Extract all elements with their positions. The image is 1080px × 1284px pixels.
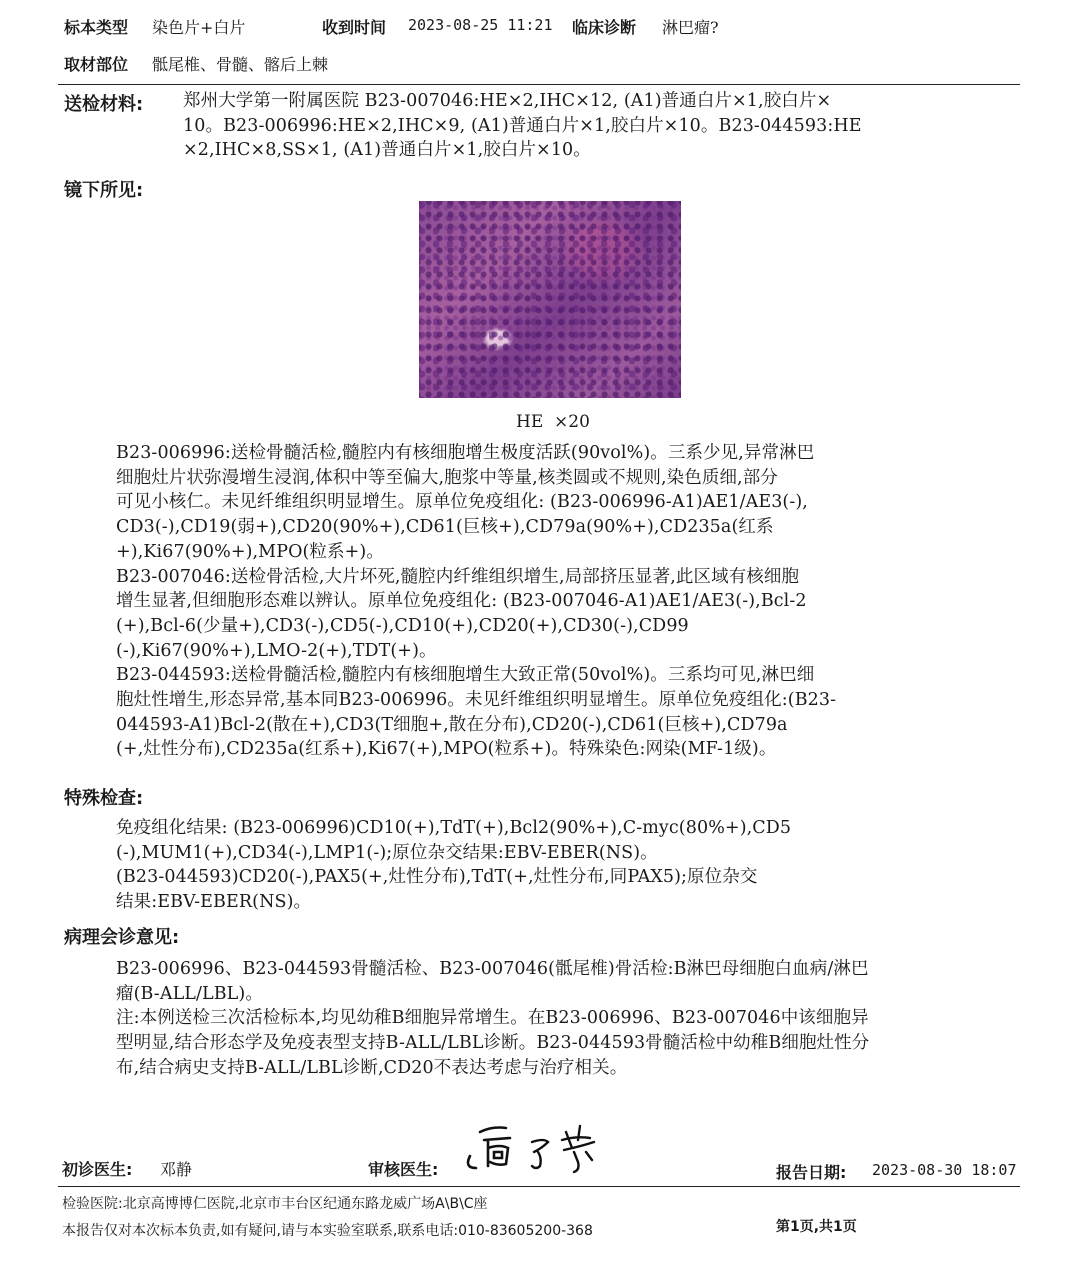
footer-hospital: 检验医院:北京高博博仁医院,北京市丰台区纪通东路龙威广场A\B\C座 xyxy=(62,1196,488,1212)
header-divider xyxy=(58,84,1020,85)
microscopy-line: 044593-A1)Bcl-2(散在+),CD3(T细胞+,散在分布),CD20(-),CD61(巨核+),CD79a xyxy=(116,714,788,735)
microscopy-line: (-),Ki67(90%+),LMO-2(+),TDT(+)。 xyxy=(116,640,437,661)
microscopy-line: CD3(-),CD19(弱+),CD20(90%+),CD61(巨核+),CD79a(90%+),CD235a(红系 xyxy=(116,517,774,538)
microscopy-text xyxy=(116,441,1026,762)
opinion-line: 注:本例送检三次活检标本,均见幼稚B细胞异常增生。在B23-006996、B23-007046中该细胞异 xyxy=(116,1008,869,1029)
special-exam-text xyxy=(116,816,1026,915)
material-line: ×2,IHC×8,SS×1, (A1)普通白片×1,胶白片×10。 xyxy=(183,140,591,161)
opinion-line: 型明显,结合形态学及免疫表型支持B-ALL/LBL诊断。B23-044593骨髓活检中幼稚B细胞灶性分 xyxy=(116,1033,870,1054)
microscopy-line: B23-006996:送检骨髓活检,髓腔内有核细胞增生极度活跃(90vol%)。三系少见,异常淋巴 xyxy=(116,443,815,463)
opinion-label: 病理会诊意见: xyxy=(64,927,180,948)
he-micrograph xyxy=(419,201,681,398)
material-line: 郑州大学第一附属医院 B23-007046:HE×2,IHC×12, (A1)普通白片×1,胶白片× xyxy=(183,91,832,111)
specimen-type-label: 标本类型 xyxy=(64,18,129,37)
reviewer-signature xyxy=(462,1118,612,1178)
report-date-label: 报告日期: xyxy=(776,1163,847,1182)
report-date-value: 2023-08-30 18:07 xyxy=(872,1161,1017,1179)
material-label: 送检材料: xyxy=(64,94,144,115)
microscopy-line: +),Ki67(90%+),MPO(粒系+)。 xyxy=(116,541,384,562)
initial-doctor-value: 邓静 xyxy=(160,1160,193,1179)
micrograph-caption: HE ×20 xyxy=(516,412,590,432)
opinion-line: B23-006996、B23-044593骨髓活检、B23-007046(骶尾椎)骨活检:B淋巴母细胞白血病/淋巴 xyxy=(116,959,869,979)
microscopy-line: (+,灶性分布),CD235a(红系+),Ki67(+),MPO(粒系+)。特殊染色:网染(MF-1级)。 xyxy=(116,739,777,760)
special-line: 结果:EBV-EBER(NS)。 xyxy=(116,892,312,913)
microscopy-line: 可见小核仁。未见纤维组织明显增生。原单位免疫组化: (B23-006996-A1)AE1/AE3(-), xyxy=(116,492,808,513)
microscopy-line: 增生显著,但细胞形态难以辨认。原单位免疫组化: (B23-007046-A1)AE1/AE3(-),Bcl-2 xyxy=(116,591,807,612)
clinical-diagnosis-label: 临床诊断 xyxy=(572,18,637,37)
microscopy-line: 胞灶性增生,形态异常,基本同B23-006996。未见纤维组织明显增生。原单位免疫组化:(B23- xyxy=(116,690,837,711)
opinion-text xyxy=(116,957,1026,1081)
received-time-value: 2023-08-25 11:21 xyxy=(408,16,553,34)
initial-doctor-label: 初诊医生: xyxy=(62,1160,133,1179)
microscopy-line: B23-007046:送检骨活检,大片坏死,髓腔内纤维组织增生,局部挤压显著,此区域有核细胞 xyxy=(116,566,800,587)
microscopy-line: 细胞灶片状弥漫增生浸润,体积中等至偏大,胞浆中等量,核类圆或不规则,染色质细,部分 xyxy=(116,467,778,488)
special-line: 免疫组化结果: (B23-006996)CD10(+),TdT(+),Bcl2(90%+),C-myc(80%+),CD5 xyxy=(116,818,792,838)
site-value: 骶尾椎、骨髓、髂后上棘 xyxy=(152,55,329,74)
footer-page-number: 第1页,共1页 xyxy=(776,1219,857,1235)
opinion-line: 布,结合病史支持B-ALL/LBL诊断,CD20不表达考虑与治疗相关。 xyxy=(116,1057,628,1078)
reviewer-label: 审核医生: xyxy=(368,1160,439,1179)
microscopy-line: (+),Bcl-6(少量+),CD3(-),CD5(-),CD10(+),CD20(+),CD30(-),CD99 xyxy=(116,615,689,636)
footer-divider xyxy=(58,1186,1020,1187)
footer-disclaimer: 本报告仅对本次标本负责,如有疑问,请与本实验室联系,联系电话:010-83605200-368 xyxy=(62,1223,593,1239)
special-exam-label: 特殊检查: xyxy=(64,788,144,809)
material-text xyxy=(183,89,1023,163)
material-line: 10。B23-006996:HE×2,IHC×9, (A1)普通白片×1,胶白片×10。B23-044593:HE xyxy=(183,115,862,136)
site-label: 取材部位 xyxy=(64,55,129,74)
microscopy-line: B23-044593:送检骨髓活检,髓腔内有核细胞增生大致正常(50vol%)。三系均可见,淋巴细 xyxy=(116,665,815,686)
special-line: (B23-044593)CD20(-),PAX5(+,灶性分布),TdT(+,灶性分布,同PAX5);原位杂交 xyxy=(116,867,758,888)
microscopy-label: 镜下所见: xyxy=(64,180,144,201)
opinion-line: 瘤(B-ALL/LBL)。 xyxy=(116,983,263,1004)
special-line: (-),MUM1(+),CD34(-),LMP1(-);原位杂交结果:EBV-EBER(NS)。 xyxy=(116,842,658,863)
clinical-diagnosis-value: 淋巴瘤? xyxy=(662,18,719,37)
received-time-label: 收到时间 xyxy=(322,18,387,37)
specimen-type-value: 染色片+白片 xyxy=(152,18,246,37)
